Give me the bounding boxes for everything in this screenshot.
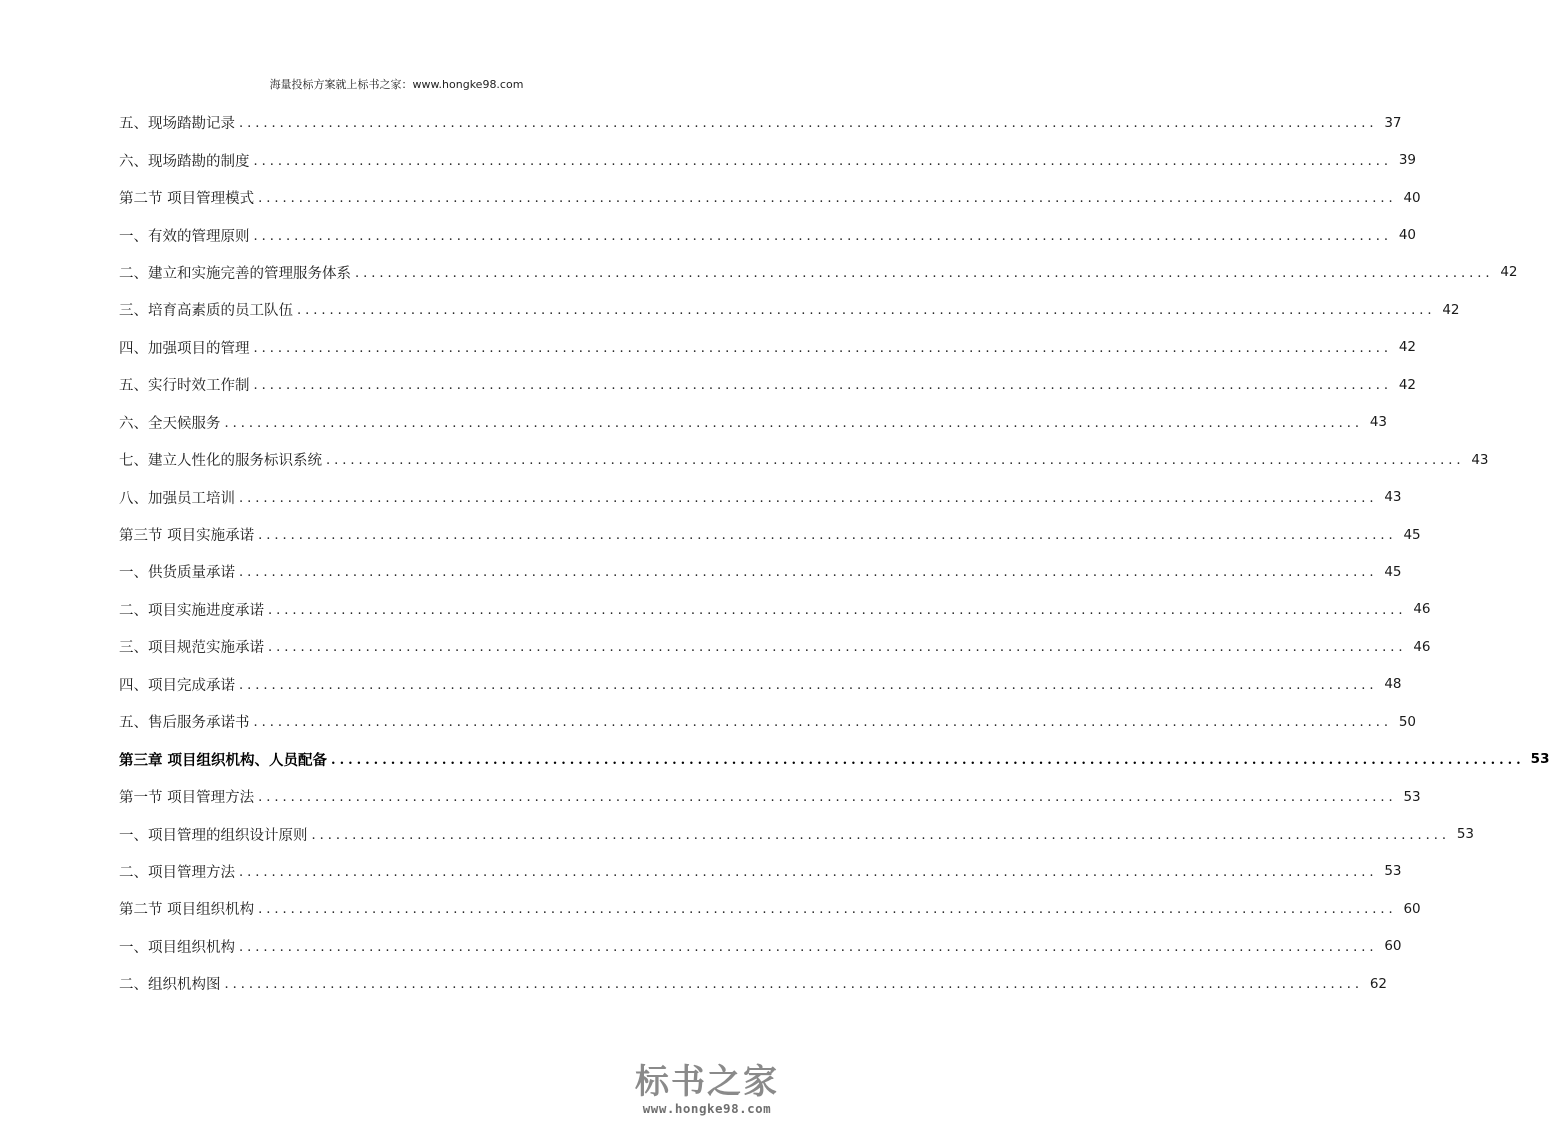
toc-dot-leader: ............................................................................................................................................: [331, 752, 1525, 768]
toc-entry-title: 第三节 项目实施承诺: [119, 528, 255, 545]
toc-dot-leader: ............................................................................................................................................: [253, 153, 1393, 169]
toc-entry-page-number: 43: [1384, 489, 1402, 506]
toc-dot-leader: ............................................................................................................................................: [253, 715, 1393, 731]
toc-entry[interactable]: [119, 216, 1417, 253]
toc-entry-title: 第一节 项目管理方法: [119, 790, 255, 807]
toc-entry-page-number: 60: [1403, 900, 1421, 917]
page-header: 海量投标方案就上标书之家：www.hongke98.com: [269, 78, 524, 91]
toc-entry-page-number: 45: [1384, 563, 1402, 580]
toc-entry-title: 八、加强员工培训: [119, 490, 235, 507]
toc-entry-title: 二、项目管理方法: [119, 864, 235, 881]
toc-dot-leader: ............................................................................................................................................: [224, 415, 1364, 431]
toc-entry-title: 一、项目管理的组织设计原则: [119, 827, 308, 844]
toc-entry[interactable]: [119, 740, 1549, 777]
toc-entry[interactable]: [119, 441, 1489, 478]
toc-dot-leader: ............................................................................................................................................: [268, 602, 1407, 618]
toc-entry-page-number: 40: [1398, 227, 1417, 244]
toc-entry-page-number: 39: [1398, 152, 1417, 169]
toc-entry-page-number: 46: [1413, 601, 1431, 618]
toc-entry[interactable]: [119, 516, 1421, 553]
toc-dot-leader: ............................................................................................................................................: [239, 677, 1378, 693]
toc-entry-page-number: 45: [1403, 526, 1421, 543]
toc-entry[interactable]: [119, 815, 1475, 852]
toc-entry[interactable]: [119, 853, 1402, 890]
toc-entry-page-number: 60: [1384, 938, 1402, 955]
toc-entry-page-number: 48: [1384, 676, 1402, 693]
toc-dot-leader: ............................................................................................................................................: [239, 116, 1378, 132]
toc-entry-page-number: 42: [1500, 264, 1518, 281]
toc-entry[interactable]: [119, 890, 1421, 927]
toc-entry-title: 七、建立人性化的服务标识系统: [119, 453, 322, 470]
toc-dot-leader: ............................................................................................................................................: [239, 490, 1378, 506]
toc-dot-leader: ............................................................................................................................................: [311, 827, 1451, 843]
toc-entry[interactable]: [119, 666, 1402, 703]
toc-entry-page-number: 50: [1398, 713, 1417, 730]
toc-entry-page-number: 43: [1369, 414, 1388, 431]
toc-entry[interactable]: [119, 366, 1417, 403]
toc-entry-title: 二、建立和实施完善的管理服务体系: [119, 265, 351, 282]
watermark-title: 标书之家: [635, 1062, 779, 1102]
toc-entry-page-number: 40: [1403, 189, 1421, 206]
toc-entry-title: 三、项目规范实施承诺: [119, 640, 264, 657]
toc-dot-leader: ............................................................................................................................................: [253, 228, 1393, 244]
toc-entry[interactable]: [119, 254, 1518, 291]
toc-entry[interactable]: [119, 141, 1417, 178]
toc-entry[interactable]: [119, 404, 1388, 441]
toc-entry-title: 六、全天候服务: [119, 415, 221, 432]
toc-dot-leader: ............................................................................................................................................: [297, 303, 1436, 319]
toc-dot-leader: ............................................................................................................................................: [258, 902, 1397, 918]
toc-entry-title: 四、加强项目的管理: [119, 340, 250, 357]
toc-entry-page-number: 53: [1384, 863, 1402, 880]
toc-entry-title: 一、供货质量承诺: [119, 565, 235, 582]
toc-entry[interactable]: [119, 965, 1388, 1002]
toc-entry-title: 五、现场踏勘记录: [119, 116, 235, 133]
toc-dot-leader: ............................................................................................................................................: [355, 265, 1494, 281]
toc-entry-title: 一、有效的管理原则: [119, 228, 250, 245]
toc-entry-title: 五、实行时效工作制: [119, 378, 250, 395]
toc-entry[interactable]: [119, 104, 1402, 141]
toc-entry-page-number: 53: [1456, 826, 1475, 843]
toc-entry[interactable]: [119, 928, 1402, 965]
watermark-url: www.hongke98.com: [642, 1101, 772, 1116]
toc-dot-leader: ............................................................................................................................................: [253, 378, 1393, 394]
toc-entry-page-number: 37: [1384, 114, 1402, 131]
toc-entry[interactable]: [119, 478, 1402, 515]
toc-entry-page-number: 53: [1530, 751, 1549, 768]
toc-entry-title: 五、售后服务承诺书: [119, 715, 250, 732]
toc-entry-title: 三、培育高素质的员工队伍: [119, 303, 293, 320]
toc-entry[interactable]: [119, 778, 1421, 815]
toc-entry-title: 二、组织机构图: [119, 977, 221, 994]
toc-dot-leader: ............................................................................................................................................: [224, 977, 1364, 993]
toc-entry-page-number: 43: [1471, 451, 1489, 468]
toc-entry-title: 第二节 项目管理模式: [119, 191, 255, 208]
toc-dot-leader: ............................................................................................................................................: [239, 864, 1378, 880]
toc-dot-leader: ............................................................................................................................................: [258, 790, 1397, 806]
toc-entry-title: 第二节 项目组织机构: [119, 902, 255, 919]
toc-dot-leader: ............................................................................................................................................: [258, 191, 1397, 207]
toc-dot-leader: ............................................................................................................................................: [326, 453, 1465, 469]
toc-entry-page-number: 42: [1442, 301, 1460, 318]
toc-entry-title: 一、项目组织机构: [119, 939, 235, 956]
toc-entry-page-number: 53: [1403, 788, 1421, 805]
toc-entry[interactable]: [119, 179, 1421, 216]
toc-entry[interactable]: [119, 553, 1402, 590]
toc-dot-leader: ............................................................................................................................................: [268, 640, 1407, 656]
toc-dot-leader: ............................................................................................................................................: [239, 565, 1378, 581]
toc-entry[interactable]: [119, 703, 1417, 740]
toc-entry[interactable]: [119, 329, 1417, 366]
toc-entry-title: 第三章 项目组织机构、人员配备: [119, 751, 328, 769]
toc-entry-page-number: 42: [1398, 376, 1417, 393]
toc-dot-leader: ............................................................................................................................................: [253, 340, 1393, 356]
toc-entry-title: 二、项目实施进度承诺: [119, 602, 264, 619]
toc-dot-leader: ............................................................................................................................................: [239, 939, 1378, 955]
toc-entry[interactable]: [119, 628, 1431, 665]
toc-entry-title: 六、现场踏勘的制度: [119, 153, 250, 170]
toc-entry-title: 四、项目完成承诺: [119, 677, 235, 694]
table-of-contents: [119, 104, 1549, 1003]
toc-entry[interactable]: [119, 291, 1460, 328]
toc-entry-page-number: 46: [1413, 638, 1431, 655]
toc-dot-leader: ............................................................................................................................................: [258, 528, 1397, 544]
toc-entry-page-number: 42: [1398, 339, 1417, 356]
toc-entry[interactable]: [119, 591, 1431, 628]
watermark-logo: [627, 1063, 787, 1116]
toc-entry-page-number: 62: [1369, 975, 1388, 992]
